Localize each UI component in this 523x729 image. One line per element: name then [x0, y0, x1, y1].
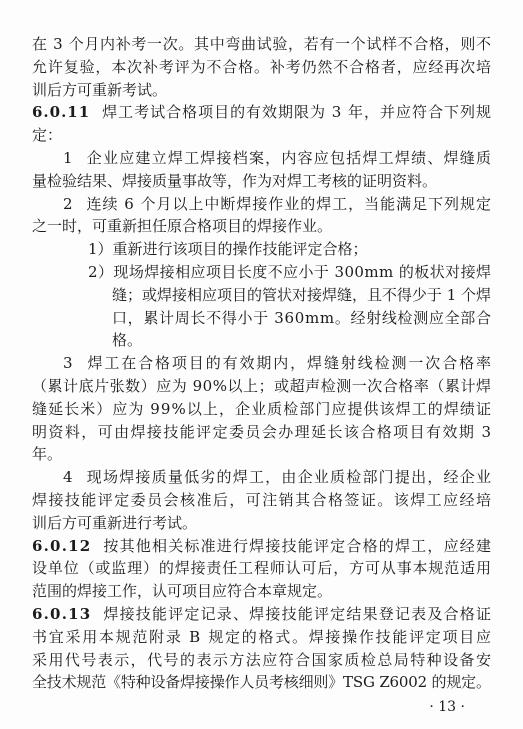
text-line: 焊接技能评定委员会核准后，可注销其合格签证。该焊工应经培	[32, 490, 493, 509]
clause-number: 6.0.12	[32, 536, 92, 555]
clause-heading-line	[32, 535, 491, 558]
text-line: 缝延长米）应为 99%以上，企业质检部门应提供该焊工的焊绩证	[32, 399, 493, 418]
text-line: 年。	[32, 445, 63, 464]
clause-item-1	[32, 147, 491, 193]
item-text: 焊工在合格项目的有效期内，焊缝射线检测一次合格率	[87, 354, 493, 373]
text-line: 明资料，可由焊接技能评定委员会办理延长该合格项目有效期 3	[32, 422, 493, 441]
text-line: 范围的焊接工作，认可项目应符合本章规定。	[32, 582, 333, 601]
clause-text: 焊接技能评定记录、焊接技能评定结果登记表及合格证	[103, 604, 493, 623]
item-number: 4	[63, 468, 74, 487]
item-first-line	[32, 193, 491, 216]
body-text	[32, 33, 491, 694]
subitem-text: 现场焊接相应项目长度不应小于 300mm 的板状对接焊	[113, 262, 492, 281]
clause-number: 6.0.13	[32, 604, 92, 623]
text-line: 格。	[112, 331, 143, 350]
subitem-1	[32, 238, 491, 261]
clause-heading-line	[32, 101, 491, 124]
text-line: 训后方可重新考试。	[32, 80, 168, 99]
item-first-line	[32, 147, 491, 170]
item-number: 1	[63, 148, 74, 167]
clause-6-0-11	[32, 101, 491, 534]
text-line: 在 3 个月内补考一次。其中弯曲试验，若有一个试样不合格，则不	[32, 35, 492, 53]
text-line: 定：	[32, 126, 63, 145]
clause-number: 6.0.11	[32, 103, 91, 122]
item-number: 3	[63, 354, 75, 373]
clause-text: 焊工考试合格项目的有效期限为 3 年，并应符合下列规	[102, 103, 492, 122]
clause-text: 按其他相关标准进行焊接技能评定合格的焊工，应经建	[103, 536, 493, 555]
text-line: 全技术规范《特种设备焊接操作人员考核细则》TSG Z6002 的规定。	[32, 673, 491, 692]
page-number: · 13 ·	[429, 699, 465, 715]
text-line: 采用代号表示，代号的表示方法应符合国家质检总局特种设备安	[32, 650, 493, 669]
clause-item-3	[32, 352, 491, 466]
item-text: 连续 6 个月以上中断焊接作业的焊工，当能满足下列规定	[86, 194, 492, 213]
subitem-first-line	[32, 238, 491, 261]
text-line: 之一时，可重新担任原合格项目的焊接作业。	[32, 217, 333, 236]
text-line: 设单位（或监理）的焊接责任工程师认可后，方可从事本规范适用	[32, 559, 492, 578]
subitem-first-line	[32, 261, 491, 284]
text-line: 口，累计周长不得小于 360mm。经射线检测应全部合	[112, 308, 492, 327]
clause-item-4	[32, 466, 491, 534]
text-line: （累计底片张数）应为 90%以上；或超声检测一次合格率（累计焊	[32, 376, 492, 395]
continued-paragraph	[32, 33, 491, 101]
clause-6-0-13	[32, 603, 491, 694]
item-first-line	[32, 466, 491, 489]
text-line: 书宜采用本规范附录 B 规定的格式。焊接操作技能评定项目应	[32, 627, 493, 646]
subitem-text: 重新进行该项目的操作技能评定合格；	[112, 240, 368, 259]
subitem-2	[32, 261, 491, 352]
text-line: 训后方可重新进行考试。	[32, 513, 198, 532]
item-first-line	[32, 352, 491, 375]
item-text: 企业应建立焊工焊接档案，内容应包括焊工焊绩、焊缝质	[86, 148, 493, 167]
clause-heading-line	[32, 603, 491, 626]
item-number: 2	[63, 194, 74, 213]
text-line: 允许复验，本次补考评为不合格。补考仍然不合格者，应经再次培	[32, 57, 492, 76]
subitem-number: 1）	[88, 240, 113, 259]
text-line: 量检验结果、焊接质量事故等，作为对焊工考核的证明资料。	[32, 171, 438, 190]
text-line: 缝；或焊接相应项目的管状对接焊缝，且不得少于 1 个焊	[112, 285, 491, 304]
item-text: 现场焊接质量低劣的焊工，由企业质检部门提出，经企业	[86, 468, 493, 487]
clause-item-2	[32, 193, 491, 353]
subitem-number: 2）	[88, 262, 114, 281]
clause-6-0-12	[32, 535, 491, 603]
